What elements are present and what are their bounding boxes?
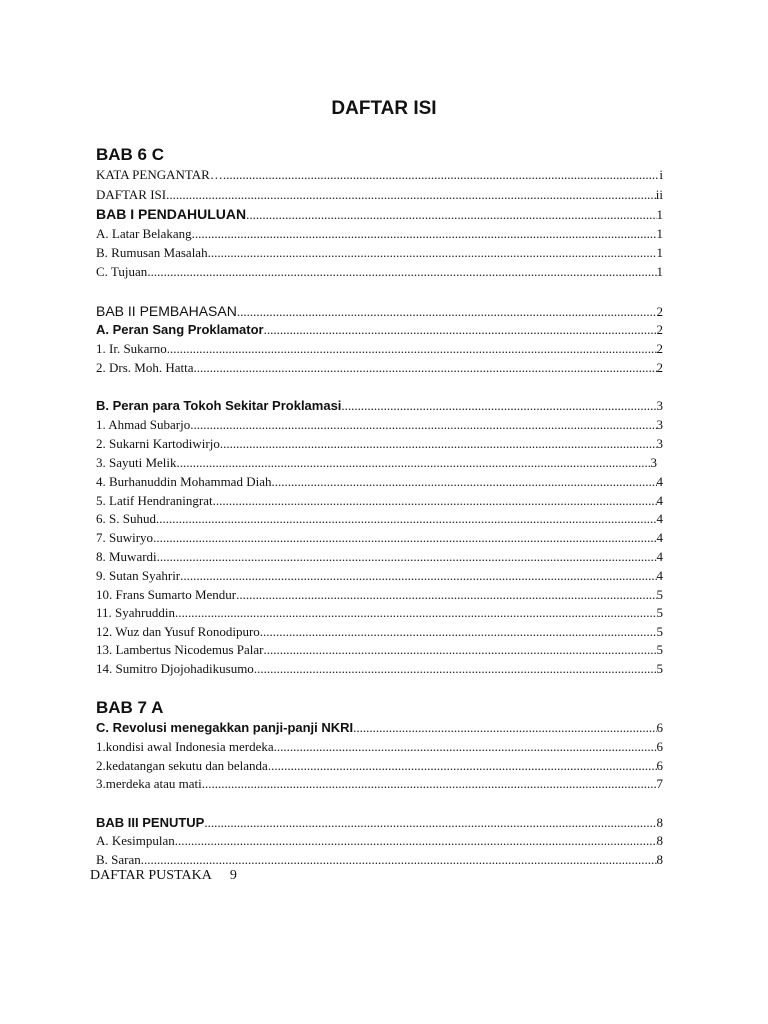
toc-entry-label: 5. Latif Hendraningrat [96, 493, 213, 508]
toc-entry-label: 3. Sayuti Melik [96, 455, 177, 470]
dot-leader [254, 660, 657, 678]
toc-entry-label: A. Peran Sang Proklamator [96, 322, 264, 337]
dot-leader [220, 435, 657, 453]
toc-entry-sutan-syahrir [96, 567, 663, 585]
toc-entry-label: BAB II PEMBAHASAN [96, 303, 237, 319]
dot-leader [268, 757, 657, 775]
dot-leader [192, 225, 657, 243]
toc-entry-label: 4. Burhanuddin Mohammad Diah [96, 474, 272, 489]
toc-entry-page: 4 [656, 511, 663, 526]
toc-entry-page: 4 [656, 493, 663, 508]
toc-entry-page: 5 [656, 661, 663, 676]
toc-entry-latif [96, 492, 663, 510]
dot-leader [175, 832, 657, 850]
toc-entry-page: 8 [656, 815, 663, 830]
toc-entry-label: 12. Wuz dan Yusuf Ronodipuro [96, 624, 260, 639]
toc-entry-suhud [96, 510, 663, 528]
toc-entry-label: KATA PENGANTAR… [96, 167, 223, 182]
toc-entry-frans-mendur [96, 586, 663, 604]
toc-entry-page: 5 [656, 587, 663, 602]
dot-leader [166, 186, 656, 204]
toc-entry-page: 2 [656, 341, 663, 356]
dot-leader [190, 416, 656, 434]
toc-entry-label: C. Tujuan [96, 264, 148, 279]
dot-leader [236, 586, 656, 604]
toc-entry-page: 2 [656, 322, 663, 337]
toc-entry-label: B. Saran [96, 852, 141, 867]
toc-entry-hatta [96, 359, 663, 377]
toc-entry-bab-3 [96, 814, 663, 832]
toc-entry-label: DAFTAR ISI [96, 187, 167, 202]
toc-entry-label: 1. Ir. Sukarno [96, 341, 167, 356]
toc-entry-kondisi-awal [96, 738, 663, 756]
toc-entry-syahruddin [96, 604, 663, 622]
dot-leader [204, 814, 656, 832]
toc-entry-daftar-isi [96, 186, 663, 204]
dot-leader [237, 303, 657, 321]
toc-entry-label: B. Rumusan Masalah [96, 245, 208, 260]
toc-entry-page: 1 [656, 207, 663, 222]
toc-entry-merdeka-atau-mati [96, 775, 663, 793]
toc-entry-peran-para-tokoh [96, 397, 663, 415]
toc-entry-label: 13. Lambertus Nicodemus Palar [96, 642, 264, 657]
toc-entry-label: BAB I PENDAHULUAN [96, 206, 247, 222]
toc-entry-kata-pengantar [96, 166, 663, 184]
toc-entry-label: 9. Sutan Syahrir [96, 568, 181, 583]
toc-entry-page: 6 [656, 720, 663, 735]
toc-entry-page: 4 [656, 549, 663, 564]
toc-entry-label: C. Revolusi menegakkan panji-panji NKRI [96, 720, 354, 735]
dot-leader [353, 719, 656, 737]
toc-entry-page: 8 [656, 852, 663, 867]
toc-entry-muwardi [96, 548, 663, 566]
toc-entry-page: ii [655, 187, 663, 202]
toc-entry-page: 1 [656, 245, 663, 260]
toc-entry-page: 4 [656, 474, 663, 489]
toc-entry-page: 3 [656, 417, 663, 432]
dot-leader [167, 340, 657, 358]
toc-entry-revolusi-nkri [96, 719, 663, 737]
toc-entry-page: 5 [656, 624, 663, 639]
toc-entry-page: 5 [656, 642, 663, 657]
toc-entry-label: 7. Suwiryo [96, 530, 154, 545]
page-title: DAFTAR ISI [331, 98, 437, 119]
toc-entry-page: 4 [656, 568, 663, 583]
toc-entry-sukarni [96, 435, 663, 453]
dot-leader [264, 321, 657, 339]
dot-leader [194, 359, 657, 377]
dot-leader [147, 263, 656, 281]
dot-leader [153, 529, 656, 547]
dot-leader [156, 510, 657, 528]
toc-entry-sukarno [96, 340, 663, 358]
toc-entry-label: 2. Sukarni Kartodiwirjo [96, 436, 220, 451]
dot-leader [213, 492, 657, 510]
dot-leader [202, 775, 657, 793]
toc-entry-page: 3 [650, 455, 657, 470]
toc-entry-label: 8. Muwardi [96, 549, 157, 564]
dot-leader [271, 473, 656, 491]
toc-entry-label: 2. Drs. Moh. Hatta [96, 360, 194, 375]
dot-leader [157, 548, 657, 566]
toc-entry-label: 14. Sumitro Djojohadikusumo [96, 661, 254, 676]
toc-entry-rumusan-masalah [96, 244, 663, 262]
toc-entry-page: 8 [656, 833, 663, 848]
daftar-pustaka-label: DAFTAR PUSTAKA [90, 868, 212, 883]
toc-entry-label: BAB III PENUTUP [96, 815, 205, 830]
toc-entry-page: 1 [656, 264, 663, 279]
toc-entry-label: 1.kondisi awal Indonesia merdeka [96, 739, 274, 754]
dot-leader [341, 397, 656, 415]
toc-entry-page: 2 [656, 304, 663, 319]
toc-entry-page: 1 [656, 226, 663, 241]
daftar-pustaka-page: 9 [229, 868, 237, 883]
toc-entry-palar [96, 641, 663, 659]
dot-leader [175, 604, 657, 622]
toc-entry-tujuan [96, 263, 663, 281]
bab-6c-heading: BAB 6 C [96, 145, 165, 164]
toc-entry-page: 6 [656, 739, 663, 754]
dot-leader [177, 454, 651, 472]
dot-leader [274, 738, 657, 756]
dot-leader [260, 623, 657, 641]
toc-entry-sumitro [96, 660, 663, 678]
toc-entry-page: 4 [656, 530, 663, 545]
toc-entry-bab-2 [96, 302, 663, 321]
dot-leader [208, 244, 657, 262]
toc-entry-label: 6. S. Suhud [96, 511, 156, 526]
toc-entry-ahmad-subarjo [96, 416, 663, 434]
bab-7a-heading: BAB 7 A [96, 698, 164, 717]
toc-entry-page: 2 [656, 360, 663, 375]
toc-entry-page: 3 [656, 436, 663, 451]
toc-entry-label: 10. Frans Sumarto Mendur [96, 587, 237, 602]
dot-leader [180, 567, 656, 585]
toc-entry-page: 7 [656, 776, 663, 791]
toc-entry-label: A. Kesimpulan [96, 833, 175, 848]
toc-entry-kesimpulan [96, 832, 663, 850]
toc-entry-label: 1. Ahmad Subarjo [96, 417, 191, 432]
toc-entry-sayuti-melik [96, 454, 657, 472]
toc-entry-latar-belakang [96, 225, 663, 243]
toc-entry-label: 3.merdeka atau mati [96, 776, 202, 791]
toc-entry-label: B. Peran para Tokoh Sekitar Proklamasi [96, 398, 342, 413]
toc-entry-wuz-yusuf [96, 623, 663, 641]
daftar-pustaka-entry [90, 866, 237, 886]
toc-entry-label: 11. Syahruddin [96, 605, 175, 620]
toc-entry-peran-sang-proklamator [96, 321, 663, 339]
toc-entry-page: 6 [656, 758, 663, 773]
dot-leader [246, 206, 656, 224]
toc-entry-bab-1 [96, 205, 663, 224]
toc-entry-label: 2.kedatangan sekutu dan belanda [96, 758, 268, 773]
dot-leader [223, 166, 660, 184]
toc-entry-page: i [659, 167, 663, 182]
toc-entry-page: 3 [656, 398, 663, 413]
toc-entry-label: A. Latar Belakang [96, 226, 192, 241]
toc-entry-burhanuddin [96, 473, 663, 491]
toc-entry-page: 5 [656, 605, 663, 620]
toc-entry-kedatangan-sekutu [96, 757, 663, 775]
dot-leader [264, 641, 657, 659]
toc-entry-suwiryo [96, 529, 663, 547]
